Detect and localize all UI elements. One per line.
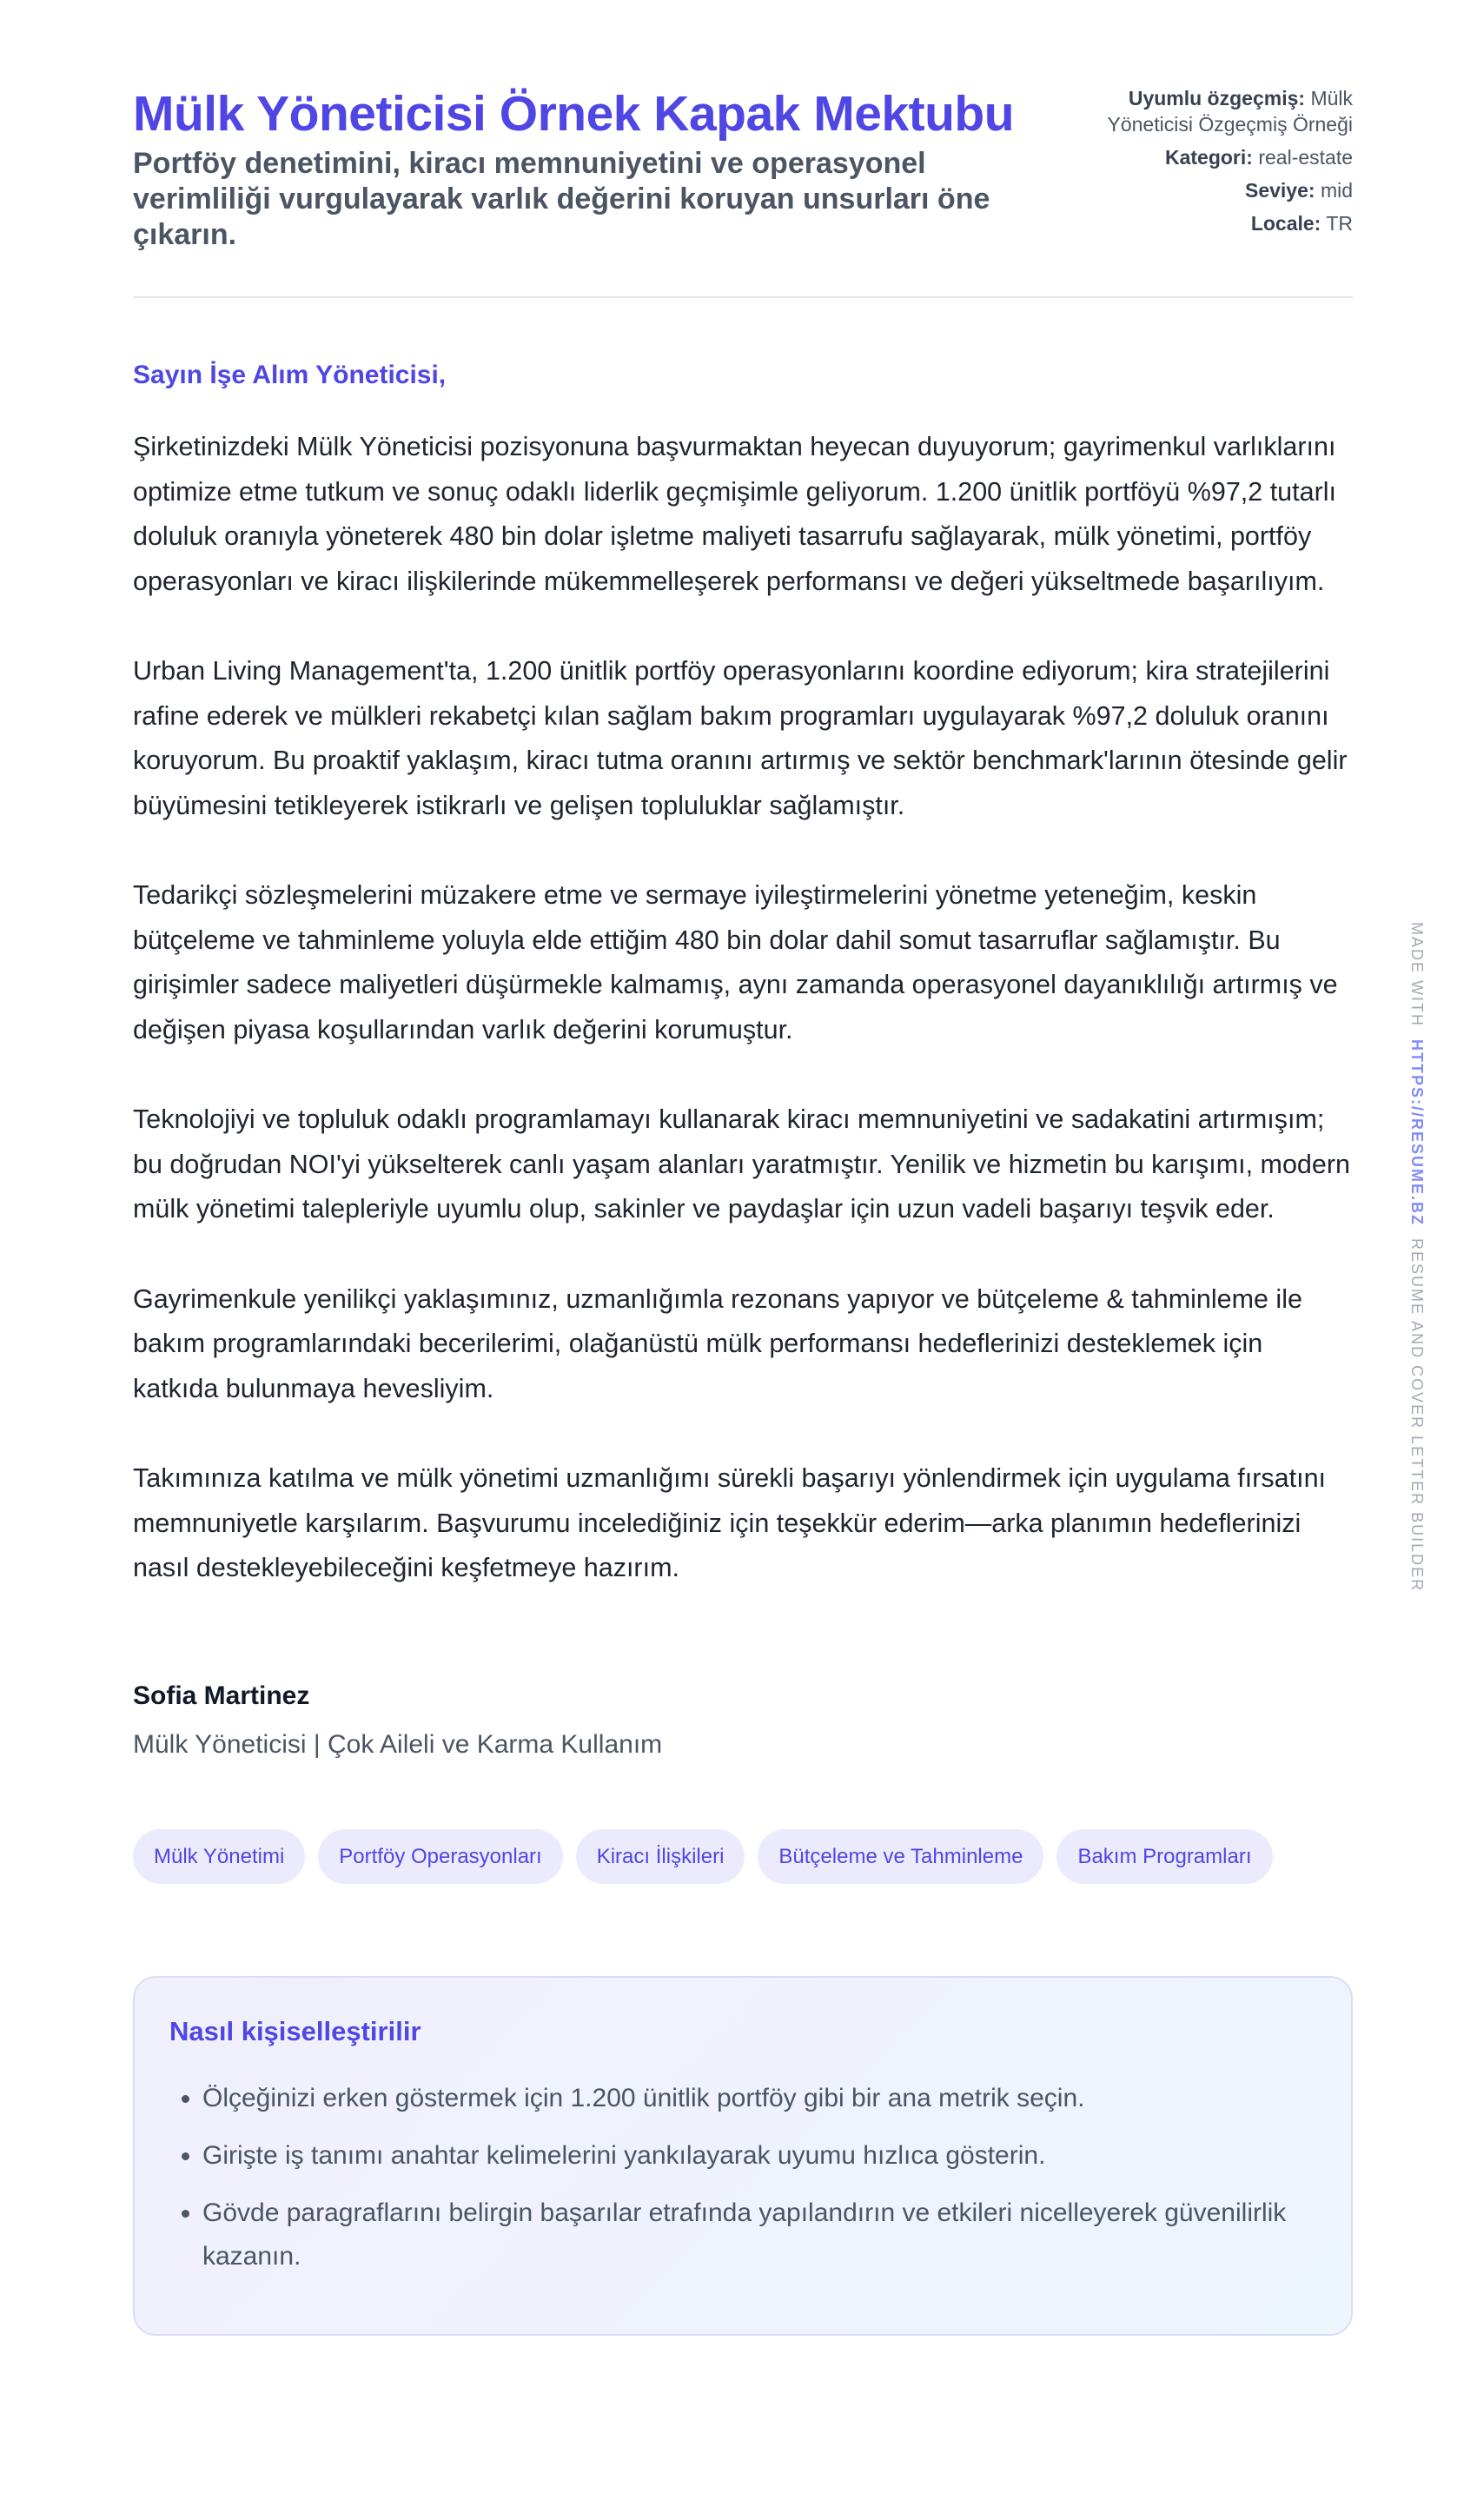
meta-level: [1092, 177, 1353, 203]
salutation: Sayın İşe Alım Yöneticisi,: [133, 361, 447, 389]
header-left: [133, 83, 1054, 253]
page-title: Mülk Yöneticisi Örnek Kapak Mektubu: [133, 86, 1015, 142]
meta-label: Kategori:: [1164, 146, 1253, 169]
meta-label: Uyumlu özgeçmiş:: [1128, 87, 1306, 109]
meta-compatible-resume: [1092, 85, 1353, 137]
paragraph: Tedarikçi sözleşmelerini müzakere etme ve sermaye iyileştirmelerini yönetme yeteneğim, keskin bütçeleme ve tahminleme yoluyla elde ettiğim 480 bin dolar dahil somut tasarruflar sağlamıştır. Bu girişimler sadece maliyetleri düşürmekle kalmamış, aynı zamanda operasyonel dayanıklılığı artırmış ve değişen piyasa koşullarından varlık değerini korumuştur.: [133, 880, 1338, 1044]
tip-item: • Girişte iş tanımı anahtar kelimelerini yankılayarak uyumu hızlıca gösterin.: [202, 2134, 1316, 2178]
tips-list: [169, 2077, 1316, 2278]
skill-tag: Bütçeleme ve Tahminleme: [758, 1829, 1043, 1884]
paragraph: Gayrimenkule yenilikçi yaklaşımınız, uzmanlığımla rezonans yapıyor ve bütçeleme & tahminleme ile bakım programlarındaki becerilerimi, olağanüstü mülk performansı hedeflerinizi desteklemek için katkıda bulunmaya hevesliyim.: [133, 1283, 1302, 1403]
signature: [133, 1681, 1353, 1760]
signature-name: Sofia Martinez: [133, 1681, 310, 1710]
tip-item: • Gövde paragraflarını belirgin başarılar etrafında yapılandırın ve etkileri nicelleyerek güvenilirlik kazanın.: [202, 2192, 1316, 2278]
letter-body: [133, 425, 1353, 1591]
made-with-banner: [1407, 922, 1426, 1592]
meta-locale: [1092, 210, 1353, 236]
meta-value[interactable]: Mülk Yöneticisi Özgeçmiş Örneği: [1107, 87, 1353, 136]
personalize-tips-box: [133, 1976, 1353, 2336]
made-with-text: MADE WITH: [1408, 922, 1426, 1027]
meta-panel: [1092, 85, 1353, 243]
builder-text: RESUME AND COVER LETTER BUILDER: [1408, 1238, 1426, 1593]
meta-category: [1092, 144, 1353, 170]
paragraph: Teknolojiyi ve topluluk odaklı programlamayı kullanarak kiracı memnuniyetini ve sadakatini artırmışım; bu doğrudan NOI'yi yükselterek canlı yaşam alanları yaratmıştır. Yenilik ve hizmetin bu karışımı, modern mülk yönetimi talepleriyle uyumlu olup, sakinler ve paydaşlar için uzun vadeli başarıyı teşvik eder.: [133, 1104, 1350, 1224]
tip-item: • Ölçeğinizi erken göstermek için 1.200 ünitlik portföy gibi bir ana metrik seçin.: [202, 2077, 1316, 2120]
meta-label: Locale:: [1250, 212, 1321, 235]
skill-tag: Bakım Programları: [1056, 1829, 1272, 1884]
signature-role: Mülk Yöneticisi | Çok Aileli ve Karma Kullanım: [133, 1729, 663, 1759]
page: [133, 83, 1353, 2336]
page-subtitle: Portföy denetimini, kiracı memnuniyetini ve operasyonel verimliliği vurgulayarak varlık değerini koruyan unsurları öne çıkarın.: [133, 147, 990, 251]
skill-tag: Kiracı İlişkileri: [576, 1829, 745, 1884]
paragraph: Urban Living Management'ta, 1.200 ünitlik portföy operasyonlarını koordine ediyorum; kira stratejilerini rafine ederek ve mülkleri rekabetçi kılan sağlam bakım programları uygulayarak %97,2 doluluk oranını koruyorum. Bu proaktif yaklaşım, kiracı tutma oranını artırmış ve sektör benchmark'larının ötesinde gelir büyümesini tetikleyerek istikrarlı ve gelişen topluluklar sağlamıştır.: [133, 656, 1348, 820]
header: [133, 83, 1353, 298]
skill-tags: [133, 1829, 1353, 1884]
paragraph: Takımınıza katılma ve mülk yönetimi uzmanlığımı sürekli başarıyı yönlendirmek için uygulama fırsatını memnuniyetle karşılarım. Başvurumu incelediğiniz için teşekkür ederim—arka planımın hedeflerinizi nasıl destekleyebileceğini keşfetmeye hazırım.: [133, 1463, 1327, 1582]
paragraph: Şirketinizdeki Mülk Yöneticisi pozisyonuna başvurmaktan heyecan duyuyorum; gayrimenkul varlıklarını optimize etme tutkum ve sonuç odaklı liderlik geçmişimle geliyorum. 1.200 ünitlik portföyü %97,2 tutarlı doluluk oranıyla yöneterek 480 bin dolar işletme maliyeti tasarrufu sağlayarak, mülk yönetimi, portföy operasyonları ve kiracı ilişkilerinde mükemmelleşerek performansı ve değeri yükseltmede başarılıyım.: [133, 432, 1336, 596]
resume-bz-link[interactable]: HTTPS://RESUME.BZ: [1408, 1039, 1426, 1227]
meta-label: Seviye:: [1244, 179, 1315, 202]
skill-tag: Mülk Yönetimi: [133, 1829, 305, 1884]
tips-title: Nasıl kişiselleştirilir: [169, 2015, 421, 2046]
meta-value: real-estate: [1258, 146, 1353, 169]
meta-value: mid: [1320, 179, 1353, 202]
skill-tag: Portföy Operasyonları: [318, 1829, 562, 1884]
meta-value: TR: [1326, 212, 1353, 235]
